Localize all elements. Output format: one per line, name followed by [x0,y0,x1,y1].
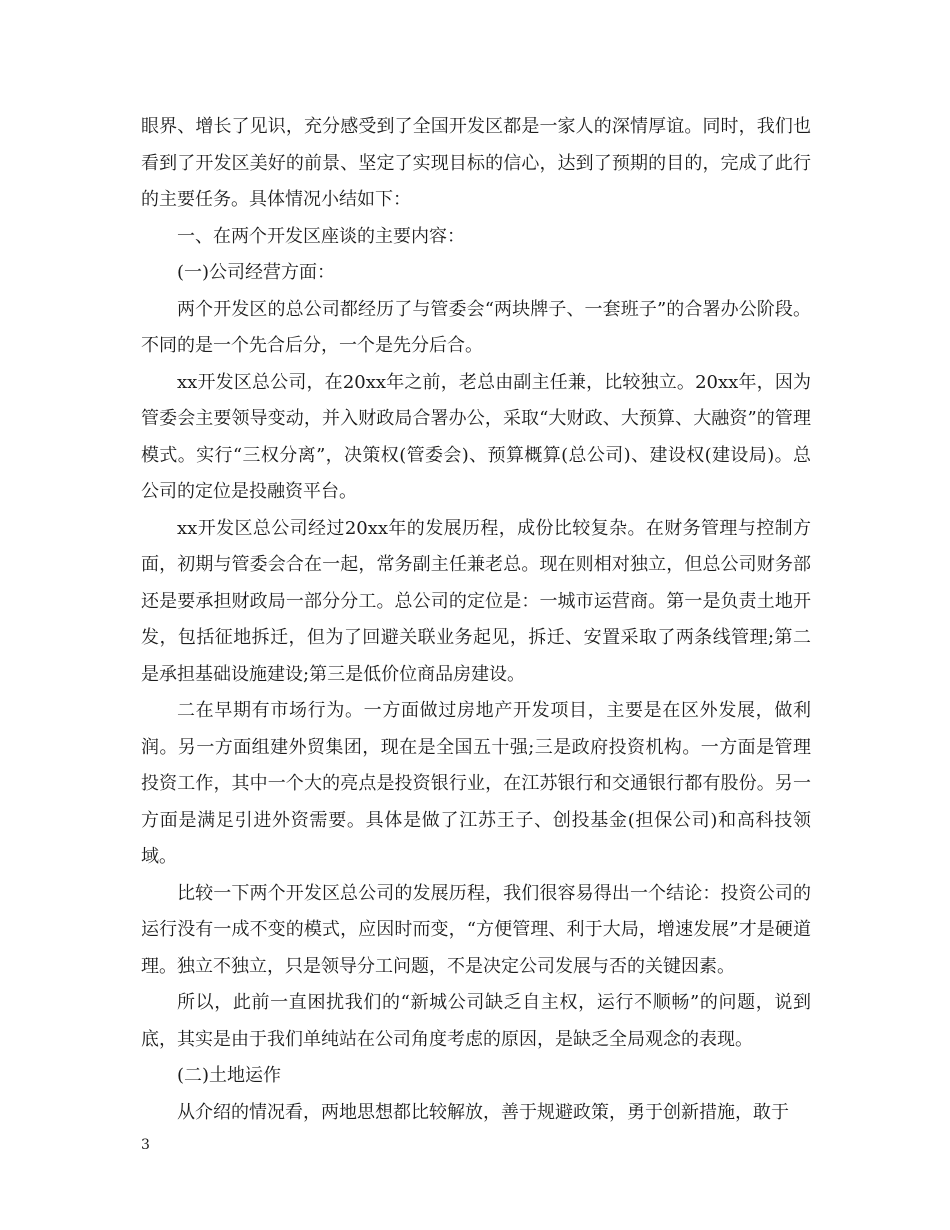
paragraph-8: 从介绍的情况看，两地思想都比较解放，善于规避政策，勇于创新措施，敢于 [177,1101,789,1123]
paragraph-3: xx开发区总公司，在20xx年之前，老总由副主任兼，比较独立。20xx年，因为管委会主要领导变动，并入财政局合署办公，采取“大财政、大预算、大融资”的管理模式。实行“三权分离”，决策权(管委会)、预算概算(总公司)、建设权(建设局)。总公司的定位是投融资平台。 [141,371,811,502]
page-number: 3 [141,1137,150,1153]
section-heading-1: 一、在两个开发区座谈的主要内容： [177,225,465,247]
paragraph-4: xx开发区总公司经过20xx年的发展历程，成份比较复杂。在财务管理与控制方面，初期与管委会合在一起，常务副主任兼老总。现在则相对独立，但总公司财务部还是要承担财政局一部分分工。总公司的定位是：一城市运营商。第一是负责土地开发，包括征地拆迁，但为了回避关联业务起见，拆迁、安置采取了两条线管理;第二是承担基础设施建设;第三是低价位商品房建设。 [141,517,811,685]
subsection-heading-1: (一)公司经营方面： [177,262,336,283]
paragraph-2: 两个开发区的总公司都经历了与管委会“两块牌子、一套班子”的合署办公阶段。不同的是一个先合后分，一个是先分后合。 [141,298,811,356]
document-body [141,109,811,1131]
paragraph-7: 所以，此前一直困扰我们的“新城公司缺乏自主权，运行不顺畅”的问题，说到底，其实是由于我们单纯站在公司角度考虑的原因，是缺乏全局观念的表现。 [141,992,811,1050]
paragraph-6: 比较一下两个开发区总公司的发展历程，我们很容易得出一个结论：投资公司的运行没有一成不变的模式，应因时而变，“方便管理、利于大局，增速发展”才是硬道理。独立不独立，只是领导分工问题，不是决定公司发展与否的关键因素。 [141,882,811,977]
paragraph-5: 二在早期有市场行为。一方面做过房地产开发项目，主要是在区外发展，做利润。另一方面组建外贸集团，现在是全国五十强;三是政府投资机构。一方面是管理投资工作，其中一个大的亮点是投资银行业，在江苏银行和交通银行都有股份。另一方面是满足引进外资需要。具体是做了江苏王子、创投基金(担保公司)和高科技领域。 [141,700,811,867]
subsection-heading-2: (二)土地运作 [177,1065,282,1086]
paragraph-1: 眼界、增长了见识，充分感受到了全国开发区都是一家人的深情厚谊。同时，我们也看到了开发区美好的前景、坚定了实现目标的信心，达到了预期的目的，完成了此行的主要任务。具体情况小结如下： [141,116,811,210]
